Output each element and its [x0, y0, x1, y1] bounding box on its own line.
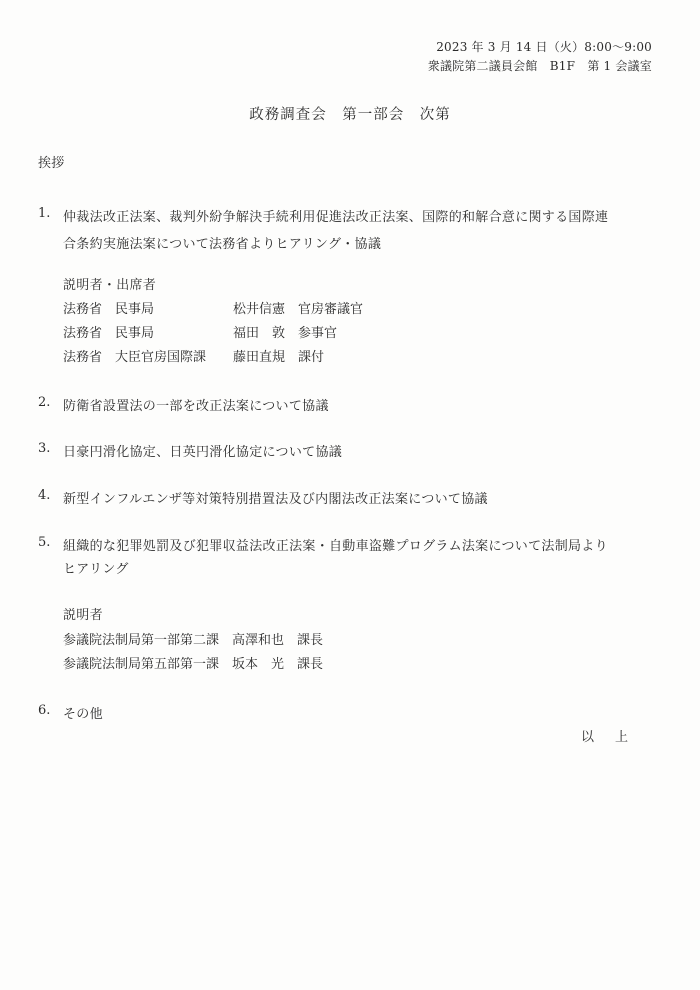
item-3-text: 日豪円滑化協定、日英円滑化協定について協議	[63, 445, 343, 460]
attendee-2-org: 法務省 民事局	[63, 326, 155, 341]
meeting-venue: 衆議院第二議員会館 B1F 第 1 会議室	[427, 59, 652, 73]
document-title: 政務調査会 第一部会 次第	[249, 107, 451, 123]
item-4-text: 新型インフルエンザ等対策特別措置法及び内閣法改正法案について協議	[63, 492, 488, 507]
item-5-text-line1: 組織的な犯罪処罰及び犯罪収益法改正法案・自動車盗難プログラム法案について法制局より	[63, 539, 608, 554]
item-5-number: 5.	[38, 535, 51, 550]
item-1-number: 1.	[38, 206, 51, 221]
item-1-text-line2: 合条約実施法案について法務省よりヒアリング・協議	[63, 237, 382, 252]
attendee-4: 参議院法制局第一部第二課 高澤和也 課長	[63, 633, 324, 648]
item-4-number: 4.	[38, 488, 51, 503]
attendee-5: 参議院法制局第五部第一課 坂本 光 課長	[63, 657, 324, 672]
item-1-text-line1: 仲裁法改正法案、裁判外紛争解決手続利用促進法改正法案、国際的和解合意に関する国際連	[63, 210, 609, 225]
greeting: 挨拶	[38, 156, 65, 171]
item-6-text: その他	[63, 707, 103, 722]
attendee-2-person: 福田 敦 参事官	[233, 326, 338, 341]
item-2-number: 2.	[38, 395, 51, 410]
item-6-number: 6.	[38, 703, 51, 718]
meeting-date-time: 2023 年 3 月 14 日（火）8:00～9:00	[436, 40, 652, 54]
attendee-3-person: 藤田直規 課付	[233, 350, 325, 365]
item-2-text: 防衛省設置法の一部を改正法案について協議	[63, 399, 329, 414]
attendee-1-person: 松井信憲 官房審議官	[233, 302, 364, 317]
attendees-1-heading: 説明者・出席者	[63, 278, 157, 293]
attendees-2-heading: 説明者	[63, 608, 103, 623]
attendee-1-org: 法務省 民事局	[63, 302, 155, 317]
attendee-3-org: 法務省 大臣官房国際課	[63, 350, 207, 365]
meeting-meta	[428, 38, 652, 76]
item-3-number: 3.	[38, 441, 51, 456]
closing-mark: 以 上	[581, 730, 633, 745]
item-5-text-line2: ヒアリング	[63, 562, 129, 577]
